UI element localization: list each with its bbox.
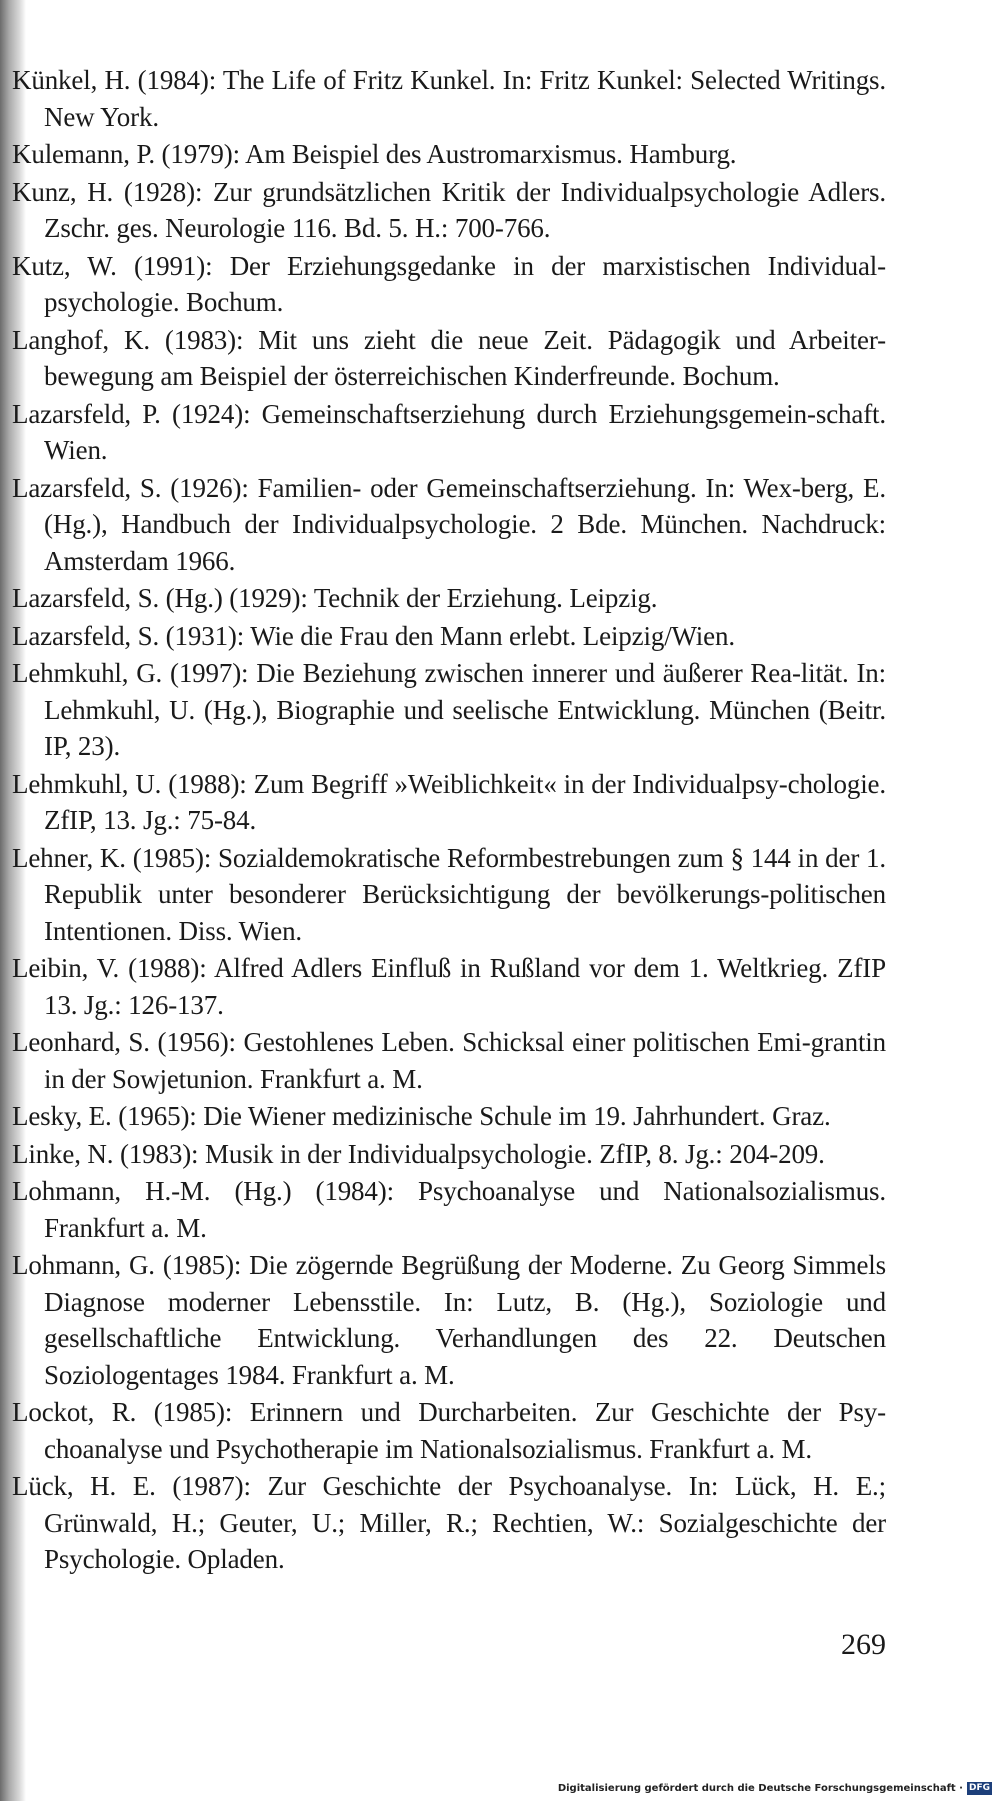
page-number: 269 [841,1628,886,1661]
reference-entry: Künkel, H. (1984): The Life of Fritz Kunkel. In: Fritz Kunkel: Selected Writings. New York. [12,65,886,132]
reference-entry: Lazarsfeld, S. (Hg.) (1929): Technik der Erziehung. Leipzig. [12,583,658,613]
digitization-credit [558,1782,992,1795]
reference-entry: Lehmkuhl, U. (1988): Zum Begriff »Weiblichkeit« in der Individualpsy-chologie. ZfIP, 13. Jg.: 75-84. [12,768,886,835]
reference-entry: Langhof, K. (1983): Mit uns zieht die neue Zeit. Pädagogik und Arbeiter-bewegung am Beispiel der österreichischen Kinderfreunde. Bochum. [12,324,886,391]
reference-entry: Lehner, K. (1985): Sozialdemokratische Reformbestrebungen zum § 144 in der 1. Republik unter besonderer Berücksichtigung der bevölkerungs-politischen Intentionen. Diss. Wien. [12,842,886,946]
reference-entry: Kulemann, P. (1979): Am Beispiel des Austromarxismus. Hamburg. [12,139,737,169]
reference-list [12,62,886,1579]
reference-entry: Lazarsfeld, S. (1931): Wie die Frau den Mann erlebt. Leipzig/Wien. [12,620,735,651]
reference-entry: Linke, N. (1983): Musik in der Individualpsychologie. ZfIP, 8. Jg.: 204-209. [12,1138,825,1169]
reference-entry: Lazarsfeld, P. (1924): Gemeinschaftserziehung durch Erziehungsgemein-schaft. Wien. [12,398,886,465]
credit-text: Digitalisierung gefördert durch die Deutsche Forschungsgemeinschaft · [557,1783,963,1794]
reference-entry: Leonhard, S. (1956): Gestohlenes Leben. Schicksal einer politischen Emi-grantin in der Sowjetunion. Frankfurt a. M. [12,1027,886,1094]
reference-entry: Lohmann, G. (1985): Die zögernde Begrüßung der Moderne. Zu Georg Simmels Diagnose moderner Lebensstile. In: Lutz, B. (Hg.), Soziologie und gesellschaftliche Entwicklung. Verhandlungen des 22. Deutschen Soziologentages 1984. Frankfurt a. M. [12,1250,886,1390]
reference-entry: Lesky, E. (1965): Die Wiener medizinische Schule im 19. Jahrhundert. Graz. [12,1101,831,1131]
reference-entry: Lazarsfeld, S. (1926): Familien- oder Gemeinschaftserziehung. In: Wex-berg, E. (Hg.), Handbuch der Individualpsychologie. 2 Bde. München. Nachdruck: Amsterdam 1966. [12,472,886,576]
reference-entry: Lockot, R. (1985): Erinnern und Durcharbeiten. Zur Geschichte der Psy-choanalyse und Psychotherapie im Nationalsozialismus. Frankfurt a. M. [12,1397,886,1464]
reference-entry: Lück, H. E. (1987): Zur Geschichte der Psychoanalyse. In: Lück, H. E.; Grünwald, H.; Geuter, U.; Miller, R.; Rechtien, W.: Sozialgeschichte der Psychologie. Opladen. [12,1471,886,1574]
reference-entry: Lohmann, H.-M. (Hg.) (1984): Psychoanalyse und Nationalsozialismus. Frankfurt a. M. [12,1176,886,1243]
dfg-logo: DFG [968,1783,990,1793]
reference-entry: Kutz, W. (1991): Der Erziehungsgedanke in der marxistischen Individual-psychologie. Bochum. [12,250,886,317]
reference-entry: Lehmkuhl, G. (1997): Die Beziehung zwischen innerer und äußerer Rea-lität. In: Lehmkuhl, U. (Hg.), Biographie und seelische Entwicklung. München (Beitr. IP, 23). [12,658,886,761]
reference-entry: Kunz, H. (1928): Zur grundsätzlichen Kritik der Individualpsychologie Adlers. Zschr. ges. Neurologie 116. Bd. 5. H.: 700-766. [12,176,886,243]
reference-entry: Leibin, V. (1988): Alfred Adlers Einfluß in Rußland vor dem 1. Weltkrieg. ZfIP 13. Jg.: 126-137. [12,953,886,1020]
